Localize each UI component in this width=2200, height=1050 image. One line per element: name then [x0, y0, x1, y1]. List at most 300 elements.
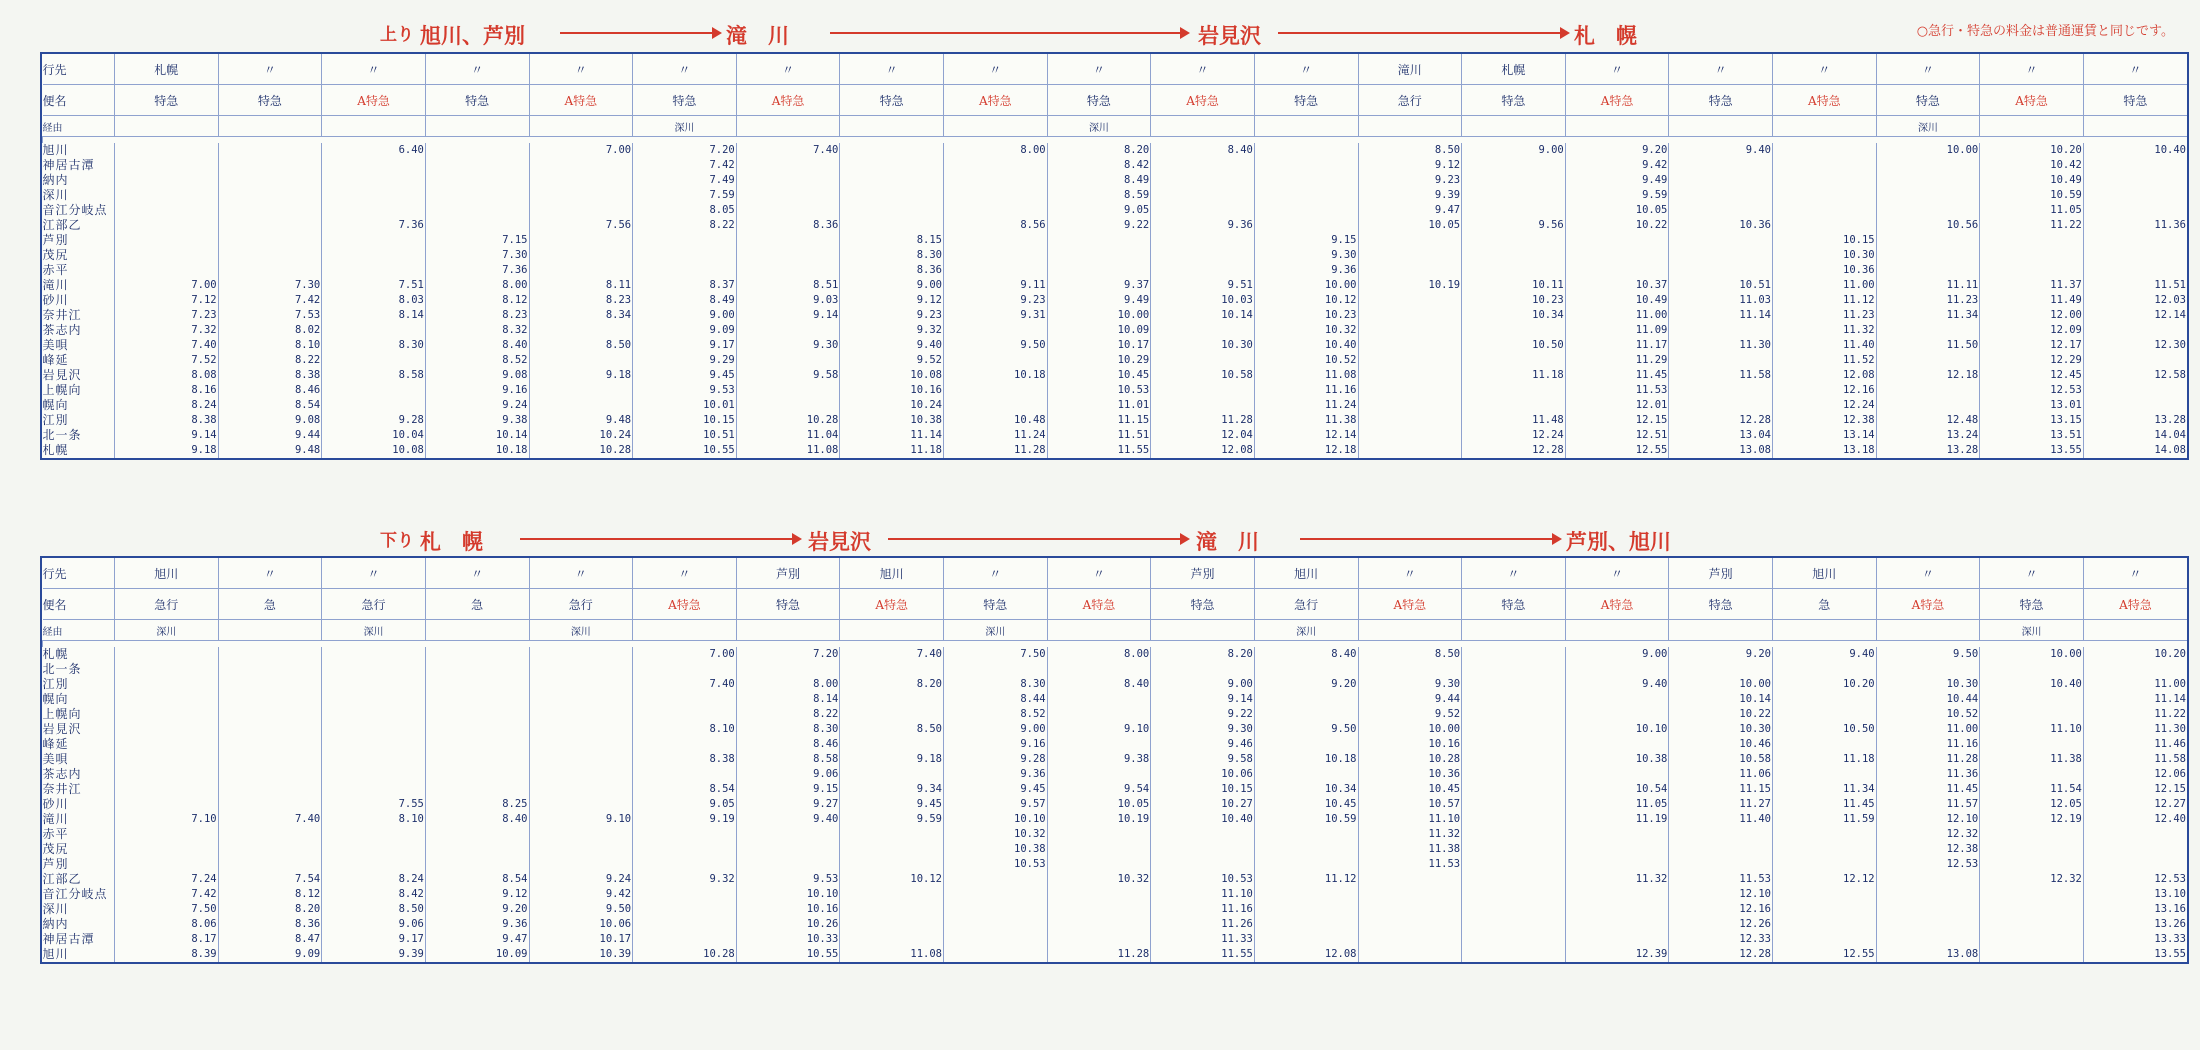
station-row — [43, 203, 2188, 218]
time-cell — [1565, 233, 1669, 248]
time-cell — [322, 707, 426, 722]
time-cell — [115, 248, 219, 263]
station-name: 幌向 — [42, 692, 69, 706]
time-cell: 10.19 — [1047, 812, 1151, 827]
time-cell: 12.24 — [1462, 428, 1566, 443]
time-cell: 10.24 — [529, 428, 633, 443]
destination-header: 〃 — [1358, 558, 1462, 589]
time-cell: 9.28 — [944, 752, 1048, 767]
time-cell — [1669, 662, 1773, 677]
time-cell: 8.38 — [633, 752, 737, 767]
station-row — [43, 842, 2188, 857]
time-cell — [1773, 842, 1877, 857]
header-type-label: 便名 — [43, 85, 115, 116]
time-cell — [1565, 902, 1669, 917]
destination-header: 〃 — [529, 54, 633, 85]
time-cell — [1773, 902, 1877, 917]
time-cell — [1876, 398, 1980, 413]
time-cell — [425, 767, 529, 782]
time-cell: 9.36 — [944, 767, 1048, 782]
station-row — [43, 398, 2188, 413]
via-header — [736, 116, 840, 137]
via-header: 深川 — [633, 116, 737, 137]
via-header: 深川 — [1047, 116, 1151, 137]
time-cell — [2083, 353, 2187, 368]
time-cell — [322, 722, 426, 737]
time-cell — [1254, 188, 1358, 203]
time-cell — [1773, 188, 1877, 203]
time-cell — [2083, 662, 2187, 677]
destination-header: 〃 — [736, 54, 840, 85]
time-cell: 9.58 — [1151, 752, 1255, 767]
time-cell — [633, 767, 737, 782]
header-dest-label: 行先 — [43, 558, 115, 589]
time-cell: 9.46 — [1151, 737, 1255, 752]
time-cell: 9.05 — [633, 797, 737, 812]
time-cell — [2083, 263, 2187, 278]
time-cell: 10.23 — [1254, 308, 1358, 323]
time-cell: 12.24 — [1773, 398, 1877, 413]
station-row — [43, 647, 2188, 662]
station-row — [43, 902, 2188, 917]
time-cell — [1462, 188, 1566, 203]
time-cell — [1980, 902, 2084, 917]
time-cell — [944, 662, 1048, 677]
time-cell — [2083, 188, 2187, 203]
time-cell — [633, 917, 737, 932]
time-cell: 11.32 — [1565, 872, 1669, 887]
service-type-header: A特急 — [1565, 589, 1669, 620]
time-cell: 10.58 — [1669, 752, 1773, 767]
time-cell: 12.27 — [2083, 797, 2187, 812]
destination-header: 〃 — [1565, 558, 1669, 589]
time-cell: 8.52 — [425, 353, 529, 368]
time-cell: 11.19 — [1565, 812, 1669, 827]
time-cell: 11.00 — [1876, 722, 1980, 737]
time-cell — [1254, 902, 1358, 917]
time-cell — [218, 143, 322, 158]
header-via-label: 経由 — [43, 116, 115, 137]
time-cell — [1047, 917, 1151, 932]
time-cell — [2083, 827, 2187, 842]
time-cell: 9.18 — [840, 752, 944, 767]
time-cell: 10.19 — [1358, 278, 1462, 293]
time-cell — [218, 158, 322, 173]
time-cell: 7.42 — [633, 158, 737, 173]
time-cell: 13.10 — [2083, 887, 2187, 902]
station-name: 旭川 — [42, 947, 69, 961]
destination-header: 〃 — [425, 558, 529, 589]
destination-header: 旭川 — [115, 558, 219, 589]
time-cell: 9.00 — [944, 722, 1048, 737]
time-cell: 8.50 — [1358, 647, 1462, 662]
time-cell: 13.55 — [2083, 947, 2187, 962]
time-cell: 8.51 — [736, 278, 840, 293]
time-cell — [115, 218, 219, 233]
time-cell — [1462, 872, 1566, 887]
service-type-header: 特急 — [633, 85, 737, 116]
time-cell — [218, 737, 322, 752]
time-cell: 11.32 — [1358, 827, 1462, 842]
time-cell: 10.59 — [1254, 812, 1358, 827]
time-cell: 9.24 — [425, 398, 529, 413]
destination-header: 〃 — [218, 54, 322, 85]
station-name: 札幌 — [42, 647, 69, 661]
time-cell: 12.08 — [1151, 443, 1255, 458]
station-name: 茶志内 — [42, 323, 82, 337]
time-cell: 9.51 — [1151, 278, 1255, 293]
time-cell — [322, 158, 426, 173]
time-cell — [425, 707, 529, 722]
route-arrow — [1278, 32, 1568, 34]
time-cell: 9.23 — [840, 308, 944, 323]
time-cell — [633, 263, 737, 278]
time-cell: 11.57 — [1876, 797, 1980, 812]
time-cell — [1462, 383, 1566, 398]
station-name: 滝川 — [42, 812, 69, 826]
time-cell: 8.40 — [425, 812, 529, 827]
time-cell: 8.10 — [218, 338, 322, 353]
station-row — [43, 233, 2188, 248]
time-cell — [322, 323, 426, 338]
time-cell: 11.37 — [1980, 278, 2084, 293]
time-cell: 10.52 — [1254, 353, 1358, 368]
time-cell — [944, 383, 1048, 398]
time-cell — [944, 887, 1048, 902]
time-cell — [840, 188, 944, 203]
station-row — [43, 248, 2188, 263]
time-cell: 11.38 — [1980, 752, 2084, 767]
time-cell: 10.22 — [1669, 707, 1773, 722]
time-cell: 9.12 — [425, 887, 529, 902]
time-cell: 8.30 — [322, 338, 426, 353]
time-cell — [1462, 842, 1566, 857]
time-cell: 9.53 — [736, 872, 840, 887]
time-cell — [840, 767, 944, 782]
time-cell: 9.52 — [840, 353, 944, 368]
time-cell: 9.23 — [944, 293, 1048, 308]
time-cell: 7.40 — [218, 812, 322, 827]
station-name: 赤平 — [42, 827, 69, 841]
time-cell — [1047, 233, 1151, 248]
time-cell: 8.50 — [529, 338, 633, 353]
via-header — [1358, 116, 1462, 137]
time-cell — [944, 323, 1048, 338]
time-cell — [1773, 707, 1877, 722]
time-cell: 11.00 — [2083, 677, 2187, 692]
time-cell: 10.00 — [1876, 143, 1980, 158]
time-cell — [1669, 233, 1773, 248]
time-cell: 7.20 — [633, 143, 737, 158]
time-cell — [736, 173, 840, 188]
time-cell — [1254, 707, 1358, 722]
time-cell — [1151, 857, 1255, 872]
time-cell: 7.40 — [633, 677, 737, 692]
time-cell: 10.39 — [529, 947, 633, 962]
time-cell — [218, 722, 322, 737]
time-cell — [115, 752, 219, 767]
time-cell: 7.00 — [529, 143, 633, 158]
time-cell: 10.54 — [1565, 782, 1669, 797]
time-cell — [1462, 827, 1566, 842]
time-cell — [1565, 767, 1669, 782]
station-row — [43, 887, 2188, 902]
time-cell: 10.01 — [633, 398, 737, 413]
station-name: 峰延 — [42, 353, 69, 367]
time-cell: 12.19 — [1980, 812, 2084, 827]
time-cell: 11.29 — [1565, 353, 1669, 368]
time-cell — [1773, 932, 1877, 947]
time-cell: 13.14 — [1773, 428, 1877, 443]
route-arrow — [560, 32, 720, 34]
time-cell: 13.08 — [1669, 443, 1773, 458]
time-cell — [1669, 842, 1773, 857]
time-cell: 12.15 — [1565, 413, 1669, 428]
time-cell: 10.22 — [1565, 218, 1669, 233]
time-cell: 7.00 — [115, 278, 219, 293]
station-row — [43, 428, 2188, 443]
time-cell: 10.32 — [1254, 323, 1358, 338]
time-cell — [1980, 248, 2084, 263]
time-cell: 12.28 — [1669, 413, 1773, 428]
time-cell — [1462, 782, 1566, 797]
time-cell — [633, 233, 737, 248]
time-cell — [529, 647, 633, 662]
via-header: 深川 — [322, 620, 426, 641]
time-cell — [1254, 932, 1358, 947]
time-cell — [1669, 857, 1773, 872]
time-cell: 7.40 — [840, 647, 944, 662]
time-cell: 9.36 — [1254, 263, 1358, 278]
time-cell: 10.20 — [2083, 647, 2187, 662]
time-cell: 10.49 — [1980, 173, 2084, 188]
time-cell — [1462, 323, 1566, 338]
time-cell: 12.01 — [1565, 398, 1669, 413]
time-cell — [322, 692, 426, 707]
up-route-title — [0, 18, 2200, 52]
time-cell: 12.30 — [2083, 338, 2187, 353]
time-cell — [322, 233, 426, 248]
time-cell: 8.03 — [322, 293, 426, 308]
time-cell — [1462, 692, 1566, 707]
station-name: 岩見沢 — [42, 722, 82, 736]
time-cell — [2083, 233, 2187, 248]
time-cell — [840, 203, 944, 218]
time-cell: 9.39 — [322, 947, 426, 962]
time-cell — [1047, 248, 1151, 263]
time-cell — [1773, 203, 1877, 218]
time-cell — [1462, 917, 1566, 932]
time-cell: 7.36 — [322, 218, 426, 233]
time-cell — [840, 143, 944, 158]
time-cell: 9.03 — [736, 293, 840, 308]
time-cell — [425, 173, 529, 188]
time-cell: 8.38 — [115, 413, 219, 428]
time-cell: 8.40 — [1151, 143, 1255, 158]
time-cell — [1358, 383, 1462, 398]
time-cell: 11.08 — [736, 443, 840, 458]
time-cell — [2083, 842, 2187, 857]
time-cell: 10.44 — [1876, 692, 1980, 707]
service-type-header: A特急 — [736, 85, 840, 116]
time-cell: 9.50 — [1254, 722, 1358, 737]
time-cell: 10.10 — [736, 887, 840, 902]
time-cell — [840, 842, 944, 857]
via-header — [1565, 116, 1669, 137]
time-cell: 8.12 — [218, 887, 322, 902]
time-cell — [1358, 293, 1462, 308]
time-cell — [840, 857, 944, 872]
via-header — [2083, 620, 2187, 641]
time-cell: 8.50 — [1358, 143, 1462, 158]
time-cell — [1565, 248, 1669, 263]
route-arrow — [830, 32, 1188, 34]
time-cell: 12.45 — [1980, 368, 2084, 383]
time-cell: 10.34 — [1254, 782, 1358, 797]
time-cell — [944, 248, 1048, 263]
destination-header: 芦別 — [1151, 558, 1255, 589]
time-cell — [425, 218, 529, 233]
time-cell — [1669, 173, 1773, 188]
time-cell: 8.20 — [840, 677, 944, 692]
time-cell — [1358, 398, 1462, 413]
time-cell — [1462, 263, 1566, 278]
time-cell — [1980, 842, 2084, 857]
station-name: 旭川 — [42, 143, 69, 157]
time-cell: 9.57 — [944, 797, 1048, 812]
time-cell: 9.30 — [1254, 248, 1358, 263]
time-cell — [218, 797, 322, 812]
station-row — [43, 947, 2188, 962]
time-cell: 12.14 — [1254, 428, 1358, 443]
time-cell — [944, 203, 1048, 218]
time-cell: 10.04 — [322, 428, 426, 443]
service-type-header: 特急 — [115, 85, 219, 116]
time-cell — [425, 737, 529, 752]
station-row — [43, 158, 2188, 173]
time-cell: 8.58 — [736, 752, 840, 767]
destination-header: 札幌 — [1462, 54, 1566, 85]
time-cell: 7.32 — [115, 323, 219, 338]
time-cell — [1773, 173, 1877, 188]
station-name: 茶志内 — [42, 767, 82, 781]
time-cell — [1254, 143, 1358, 158]
time-cell — [840, 917, 944, 932]
time-cell: 11.14 — [2083, 692, 2187, 707]
time-cell — [840, 707, 944, 722]
time-cell: 8.20 — [1151, 647, 1255, 662]
time-cell: 11.36 — [1876, 767, 1980, 782]
time-cell — [1980, 263, 2084, 278]
time-cell: 8.36 — [736, 218, 840, 233]
time-cell — [425, 677, 529, 692]
time-cell: 9.40 — [1773, 647, 1877, 662]
destination-header: 〃 — [944, 558, 1048, 589]
time-cell: 11.18 — [1773, 752, 1877, 767]
time-cell — [1876, 263, 1980, 278]
time-cell — [2083, 248, 2187, 263]
time-cell: 12.53 — [1980, 383, 2084, 398]
time-cell: 12.58 — [2083, 368, 2187, 383]
time-cell — [529, 842, 633, 857]
time-cell — [529, 857, 633, 872]
time-cell: 9.08 — [218, 413, 322, 428]
time-cell: 10.18 — [425, 443, 529, 458]
time-cell — [633, 248, 737, 263]
time-cell: 8.36 — [840, 263, 944, 278]
time-cell — [1876, 917, 1980, 932]
time-cell: 10.40 — [1254, 338, 1358, 353]
via-header — [1980, 116, 2084, 137]
time-cell — [1047, 707, 1151, 722]
time-cell: 8.30 — [944, 677, 1048, 692]
time-cell: 11.59 — [1773, 812, 1877, 827]
time-cell: 9.00 — [1462, 143, 1566, 158]
time-cell: 11.58 — [1669, 368, 1773, 383]
time-cell: 10.46 — [1669, 737, 1773, 752]
time-cell: 9.10 — [1047, 722, 1151, 737]
time-cell: 9.09 — [633, 323, 737, 338]
station-row — [43, 173, 2188, 188]
down-route-stop-2: 岩見沢 — [808, 529, 871, 554]
destination-header: 〃 — [840, 54, 944, 85]
time-cell: 12.51 — [1565, 428, 1669, 443]
time-cell — [2083, 173, 2187, 188]
time-cell — [1462, 173, 1566, 188]
time-cell: 13.01 — [1980, 398, 2084, 413]
time-cell: 7.56 — [529, 218, 633, 233]
time-cell — [1462, 752, 1566, 767]
time-cell — [1254, 158, 1358, 173]
time-cell — [1773, 887, 1877, 902]
header-type-row — [43, 589, 2188, 620]
time-cell: 9.16 — [425, 383, 529, 398]
via-header — [1876, 620, 1980, 641]
time-cell: 12.09 — [1980, 323, 2084, 338]
time-cell: 8.44 — [944, 692, 1048, 707]
time-cell: 10.40 — [2083, 143, 2187, 158]
time-cell — [529, 353, 633, 368]
time-cell — [218, 203, 322, 218]
time-cell — [115, 647, 219, 662]
time-cell — [1462, 857, 1566, 872]
time-cell: 6.40 — [322, 143, 426, 158]
time-cell: 9.52 — [1358, 707, 1462, 722]
via-header: 深川 — [115, 620, 219, 641]
time-cell — [529, 173, 633, 188]
destination-header: 〃 — [1669, 54, 1773, 85]
time-cell: 9.00 — [633, 308, 737, 323]
time-cell — [1254, 827, 1358, 842]
time-cell — [1151, 383, 1255, 398]
time-cell — [736, 188, 840, 203]
time-cell — [1565, 857, 1669, 872]
time-cell: 13.55 — [1980, 443, 2084, 458]
time-cell: 11.10 — [1980, 722, 2084, 737]
time-cell — [1462, 887, 1566, 902]
time-cell — [1565, 887, 1669, 902]
time-cell: 9.20 — [1254, 677, 1358, 692]
service-type-header: A特急 — [944, 85, 1048, 116]
time-cell — [1876, 662, 1980, 677]
time-cell: 12.17 — [1980, 338, 2084, 353]
time-cell: 10.58 — [1151, 368, 1255, 383]
time-cell: 12.10 — [1876, 812, 1980, 827]
time-cell: 10.00 — [1047, 308, 1151, 323]
time-cell — [115, 692, 219, 707]
time-cell: 8.49 — [633, 293, 737, 308]
time-cell: 9.31 — [944, 308, 1048, 323]
